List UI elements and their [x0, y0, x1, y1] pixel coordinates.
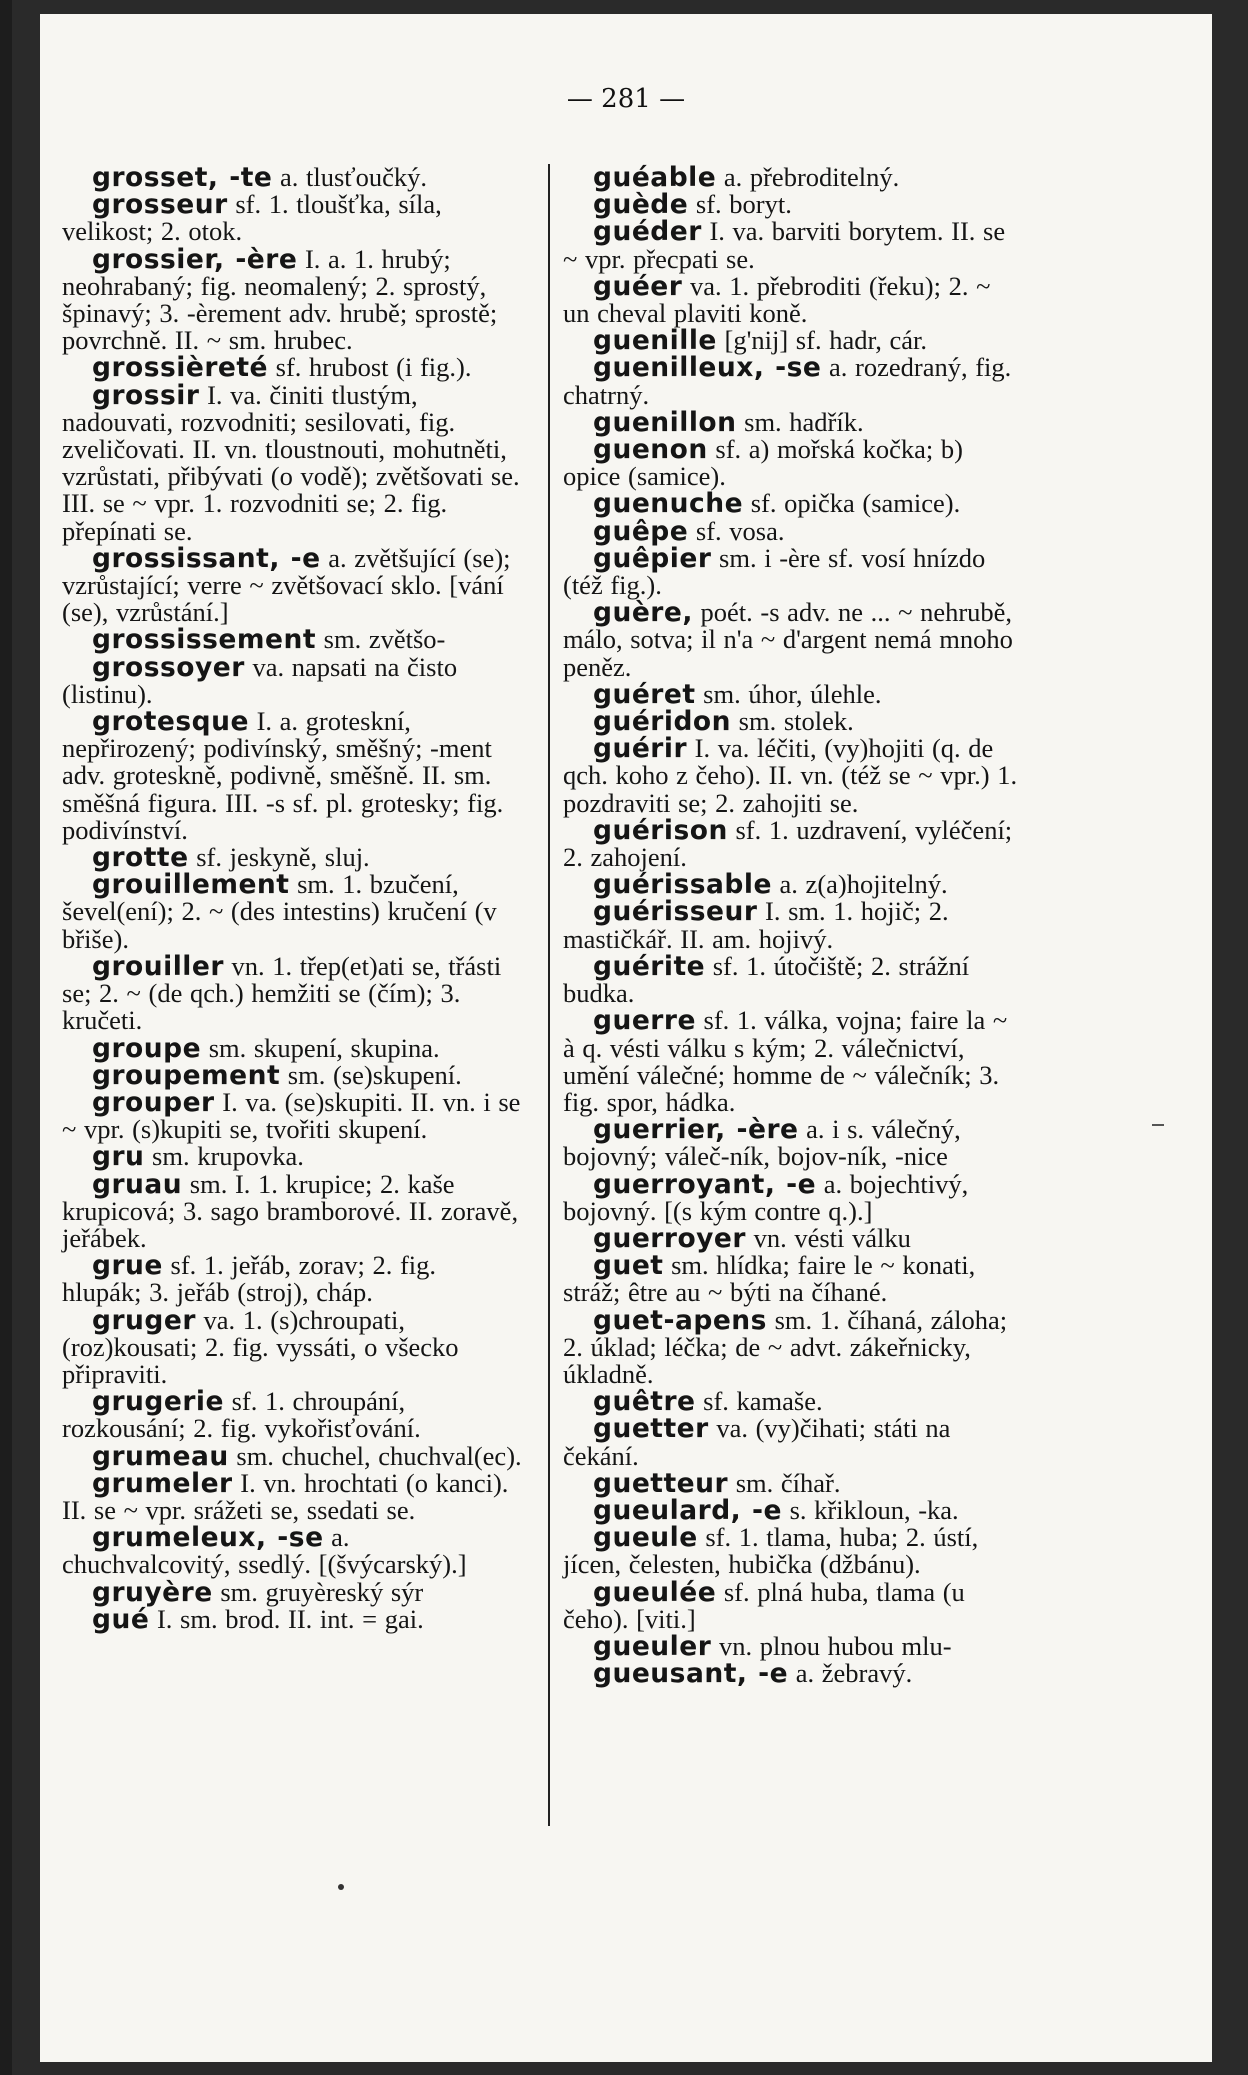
dictionary-entry [563, 325, 1023, 357]
dictionary-entry [563, 1252, 1023, 1306]
entry-definition: a. přebroditelný. [716, 162, 900, 192]
entry-definition: sm. (se)skupení. [280, 1059, 462, 1090]
entry-definition: sf. 1. tlama, huba; 2. ústí, jícen, čelesten, hubička (džbánu). [563, 1522, 979, 1580]
entry-definition: a. i s. válečný, bojovný; váleč-ník, bojov-ník, -nice [563, 1114, 961, 1172]
right-column [563, 162, 1023, 1690]
entry-definition: sf. a) mořská kočka; b) opice (samice). [563, 434, 963, 492]
dictionary-entry [563, 1576, 1023, 1634]
dictionary-entry [62, 842, 522, 874]
dictionary-entry [62, 1252, 522, 1306]
entry-headword: grossissement [92, 624, 317, 656]
dictionary-page [40, 14, 1212, 2062]
entry-definition: sm. stolek. [731, 706, 854, 737]
entry-headword: grouper [92, 1086, 215, 1118]
entry-headword: groupe [92, 1032, 202, 1064]
entry-definition: a. zvětšující (se); vzrůstající; verre ~ zvětšovací sklo. [vání (se), vzrůstání.] [62, 542, 511, 628]
dictionary-entry [62, 1059, 522, 1091]
entry-definition: sm. hlídka; faire le ~ konati, stráž; être au ~ býti na číhané. [563, 1250, 976, 1308]
entry-headword: guérissable [593, 869, 772, 901]
entry-definition: sm. hadřík. [736, 406, 864, 437]
entry-headword: gru [92, 1141, 145, 1173]
entry-definition: sm. 1. bzučení, ševel(ení); 2. ~ (des intestins) kručení (v břiše). [62, 869, 497, 954]
dictionary-entry [62, 950, 522, 1036]
dictionary-entry [62, 1388, 522, 1442]
entry-definition: sm. chuchel, chuchval(ec). [228, 1440, 522, 1471]
dictionary-entry [563, 406, 1023, 438]
entry-definition: a. rozedraný, fig. chatrný. [563, 352, 1012, 410]
dictionary-entry [563, 270, 1023, 329]
entry-headword: gruyère [92, 1576, 213, 1608]
entry-definition: sf. boryt. [688, 189, 792, 220]
entry-headword: grossoyer [92, 651, 245, 683]
entry-definition: I. va. činiti tlustým, nadouvati, rozvodniti; sesilovati, fig. zveličovati. II. vn. tloustnouti, mohutněti, vzrůstati, přibývati (o vodě); zvětšovati se. III. se ~ vpr. 1. rozvodniti se; 2. fig. přepínati se. [62, 379, 520, 546]
dictionary-entry [62, 542, 522, 628]
entry-definition: I. a. 1. hrubý; neohrabaný; fig. neomalený; 2. sprostý, špinavý; 3. -èrement adv. hrubě; sprostě; povrchně. II. ~ sm. hrubec. [62, 243, 498, 356]
entry-definition: va. (vy)čihati; státi na čekání. [563, 1413, 951, 1471]
entry-definition: va. napsati na čisto (listinu). [62, 651, 458, 709]
entry-headword: gueulée [593, 1576, 717, 1608]
entry-definition: I. sm. brod. II. int. = gai. [149, 1603, 424, 1634]
entry-definition: sf. 1. uzdravení, vyléčení; 2. zahojení. [563, 814, 1013, 873]
entry-definition: sm. úhor, úlehle. [695, 678, 882, 709]
dictionary-entry [62, 1524, 522, 1578]
entry-headword: grumeler [92, 1467, 233, 1499]
dictionary-entry [563, 869, 1023, 901]
dictionary-entry [62, 1576, 522, 1608]
dictionary-entry [563, 1658, 1023, 1690]
entry-definition: s. křikloun, -ka. [781, 1494, 959, 1525]
entry-definition: sf. 1. tloušťka, síla, velikost; 2. otok. [62, 189, 442, 247]
entry-headword: guêtre [593, 1386, 696, 1418]
entry-headword: guerre [593, 1005, 696, 1037]
entry-headword: guérir [593, 733, 688, 765]
entry-headword: guenon [593, 434, 708, 466]
entry-headword: guéder [593, 216, 702, 248]
entry-definition: sm. i -ère sf. vosí hnízdo (též fig.). [563, 542, 986, 601]
scan-edge [0, 0, 12, 2075]
entry-headword: grossissant, -e [92, 542, 321, 574]
dictionary-entry [62, 191, 522, 245]
dictionary-entry [563, 814, 1023, 873]
dictionary-entry [563, 735, 1023, 817]
dictionary-entry [563, 599, 1023, 681]
dictionary-entry [563, 1630, 1023, 1662]
dictionary-entry [62, 1440, 522, 1472]
entry-headword: gueusant, -e [593, 1658, 789, 1690]
entry-definition: sf. 1. chroupání, rozkousání; 2. fig. vykořisťování. [62, 1386, 421, 1444]
dictionary-entry [563, 706, 1023, 738]
dictionary-entry [563, 1168, 1023, 1226]
entry-definition: vn. 1. třep(et)ati se, třásti se; 2. ~ (de qch.) hemžiti se (čím); 3. kručeti. [62, 950, 502, 1036]
page-number: — 281 — [566, 84, 686, 114]
dictionary-entry [563, 1524, 1023, 1578]
entry-headword: guérite [593, 950, 706, 982]
dictionary-entry [62, 379, 522, 546]
dictionary-entry [563, 436, 1023, 490]
entry-definition: sm. krupovka. [144, 1141, 304, 1172]
entry-definition: I. sm. 1. hojič; 2. mastičkář. II. am. hojivý. [563, 896, 949, 954]
entry-definition: sm. 1. číhaná, záloha; 2. úklad; léčka; de ~ advt. zákeřnicky, úkladně. [563, 1304, 1008, 1389]
ink-dot [338, 1884, 344, 1890]
dictionary-entry [563, 1494, 1023, 1526]
entry-headword: gueule [593, 1522, 698, 1554]
dictionary-entry [62, 1086, 522, 1145]
entry-headword: grossir [92, 379, 200, 411]
dictionary-entry [563, 1415, 1023, 1469]
dictionary-entry [62, 1304, 522, 1389]
entry-headword: grotesque [92, 706, 249, 738]
entry-headword: guère, [593, 597, 693, 629]
entry-definition: [g'nij] sf. hadr, cár. [716, 325, 927, 356]
entry-headword: grouiller [92, 950, 224, 982]
entry-definition: sf. hrubost (i fig.). [268, 352, 472, 383]
entry-definition: sm. I. 1. krupice; 2. kaše krupicová; 3. sago bramborové. II. zoravě, jeřábek. [62, 1168, 519, 1253]
dictionary-entry [563, 1386, 1023, 1418]
entry-headword: guerrier, -ère [593, 1114, 799, 1146]
dictionary-entry [563, 1116, 1023, 1170]
entry-definition: a. tlusťoučký. [272, 162, 428, 192]
entry-definition: sm. číhař. [728, 1467, 841, 1498]
entry-definition: a. bojechtivý, bojovný. [(s kým contre q.).] [563, 1168, 969, 1226]
dictionary-entry [563, 1007, 1023, 1116]
entry-definition: sm. gruyèreský sýr [212, 1576, 424, 1607]
entry-definition: poét. -s adv. ne ... ~ nehrubě, málo, sotva; il n'a ~ d'argent nemá mnoho peněz. [563, 597, 1013, 682]
entry-headword: grossièreté [92, 352, 269, 384]
entry-headword: guet-apens [593, 1304, 767, 1336]
dictionary-entry [563, 1304, 1023, 1389]
entry-headword: guéridon [593, 706, 732, 738]
entry-headword: guenille [593, 325, 717, 357]
dictionary-entry [563, 189, 1023, 221]
entry-headword: guéer [593, 270, 683, 302]
entry-definition: sm. zvětšo- [316, 624, 446, 655]
entry-definition: I. va. barviti borytem. II. se ~ vpr. přecpati se. [563, 216, 1006, 274]
dictionary-entry [62, 1168, 522, 1253]
dictionary-entry [62, 651, 522, 709]
entry-definition: vn. plnou hubou mlu- [711, 1630, 952, 1661]
margin-mark [1152, 1124, 1164, 1126]
column-divider [548, 164, 550, 1826]
entry-headword: guenilleux, -se [593, 352, 822, 384]
entry-definition: a. žebravý. [788, 1658, 913, 1689]
entry-headword: grotte [92, 842, 189, 874]
entry-definition: a. chuchvalcovitý, ssedlý. [(švýcarský).] [62, 1522, 467, 1580]
entry-definition: sf. vosa. [688, 515, 785, 546]
dictionary-entry [62, 352, 522, 384]
dictionary-entry [563, 164, 1023, 191]
entry-definition: sf. 1. útočiště; 2. strážní budka. [563, 950, 970, 1009]
entry-definition: I. va. léčiti, (vy)hojiti (q. de qch. koho z čeho). II. vn. (též se ~ vpr.) 1. pozdraviti se; 2. zahojiti se. [563, 733, 1018, 818]
entry-headword: guenuche [593, 488, 744, 520]
dictionary-entry [563, 354, 1023, 408]
entry-definition: sf. jeskyně, sluj. [188, 842, 370, 873]
entry-headword: gué [92, 1603, 150, 1635]
entry-headword: groupement [92, 1059, 281, 1091]
entry-headword: gruger [92, 1304, 196, 1336]
dictionary-entry [563, 678, 1023, 710]
dictionary-entry [563, 898, 1023, 952]
entry-headword: gruau [92, 1168, 183, 1200]
entry-definition: sm. skupení, skupina. [201, 1032, 440, 1063]
entry-headword: guêpier [593, 542, 712, 574]
entry-definition: sf. 1. jeřáb, zorav; 2. fig. hlupák; 3. jeřáb (stroj), cháp. [62, 1250, 437, 1308]
dictionary-entry [62, 708, 522, 844]
entry-headword: guêpe [593, 515, 689, 547]
dictionary-entry [62, 624, 522, 656]
entry-headword: guetter [593, 1413, 709, 1445]
left-column [62, 164, 522, 1633]
entry-definition: sf. opička (samice). [743, 488, 961, 519]
entry-headword: guéret [593, 678, 696, 710]
entry-headword: guérisseur [593, 896, 758, 928]
dictionary-entry [563, 488, 1023, 520]
dictionary-entry [62, 243, 522, 356]
entry-headword: gueuler [593, 1630, 712, 1662]
dictionary-entry [563, 1467, 1023, 1499]
entry-headword: guetteur [593, 1467, 729, 1499]
dictionary-entry [62, 1603, 522, 1635]
entry-definition: I. va. (se)skupiti. II. vn. i se ~ vpr. (s)kupiti se, tvořiti skupení. [62, 1086, 521, 1145]
entry-headword: grouillement [92, 869, 290, 901]
dictionary-entry [563, 1222, 1023, 1254]
dictionary-entry [62, 164, 522, 191]
entry-definition: va. 1. (s)chroupati, (roz)kousati; 2. fig. vyssáti, o všecko připraviti. [62, 1304, 459, 1389]
entry-definition: va. 1. přebroditi (řeku); 2. ~ un cheval plaviti koně. [563, 270, 991, 329]
entry-definition: vn. vésti válku [745, 1222, 911, 1253]
entry-definition: sf. kamaše. [695, 1386, 823, 1417]
entry-headword: grugerie [92, 1386, 224, 1418]
entry-headword: guenillon [593, 406, 737, 438]
entry-headword: grumeau [92, 1440, 229, 1472]
entry-definition: a. z(a)hojitelný. [771, 869, 948, 900]
entry-headword: grosset, -te [92, 162, 273, 193]
dictionary-entry [563, 218, 1023, 272]
entry-definition: I. a. groteskní, nepřirozený; podivínský, směšný; -ment adv. groteskně, podivně, směšně. II. sm. směšná figura. III. -s sf. pl. grotesky; fig. podivínství. [62, 706, 504, 845]
entry-headword: guerroyer [593, 1222, 746, 1254]
entry-definition: sf. 1. válka, vojna; faire la ~ à q. vésti válku s kým; 2. válečnictví, umění válečné; homme de ~ válečník; 3. fig. spor, hádka. [563, 1005, 1008, 1117]
entry-headword: grossier, -ère [92, 243, 298, 275]
entry-headword: grumeleux, -se [92, 1522, 324, 1554]
entry-headword: guerroyant, -e [593, 1168, 817, 1200]
dictionary-entry [563, 542, 1023, 601]
entry-headword: guède [593, 189, 689, 221]
dictionary-entry [62, 1467, 522, 1525]
entry-headword: guet [593, 1250, 664, 1282]
entry-headword: grosseur [92, 189, 228, 221]
dictionary-entry [563, 515, 1023, 547]
dictionary-entry [62, 871, 522, 953]
dictionary-entry [563, 950, 1023, 1009]
entry-definition: sf. plná huba, tlama (u čeho). [viti.] [563, 1576, 965, 1634]
entry-headword: guérison [593, 814, 728, 846]
entry-definition: I. vn. hrochtati (o kanci). II. se ~ vpr. srážeti se, ssedati se. [62, 1467, 509, 1525]
dictionary-entry [62, 1032, 522, 1064]
entry-headword: guéable [593, 162, 717, 193]
dictionary-entry [62, 1141, 522, 1173]
entry-headword: gueulard, -e [593, 1494, 782, 1526]
entry-headword: grue [92, 1250, 163, 1282]
